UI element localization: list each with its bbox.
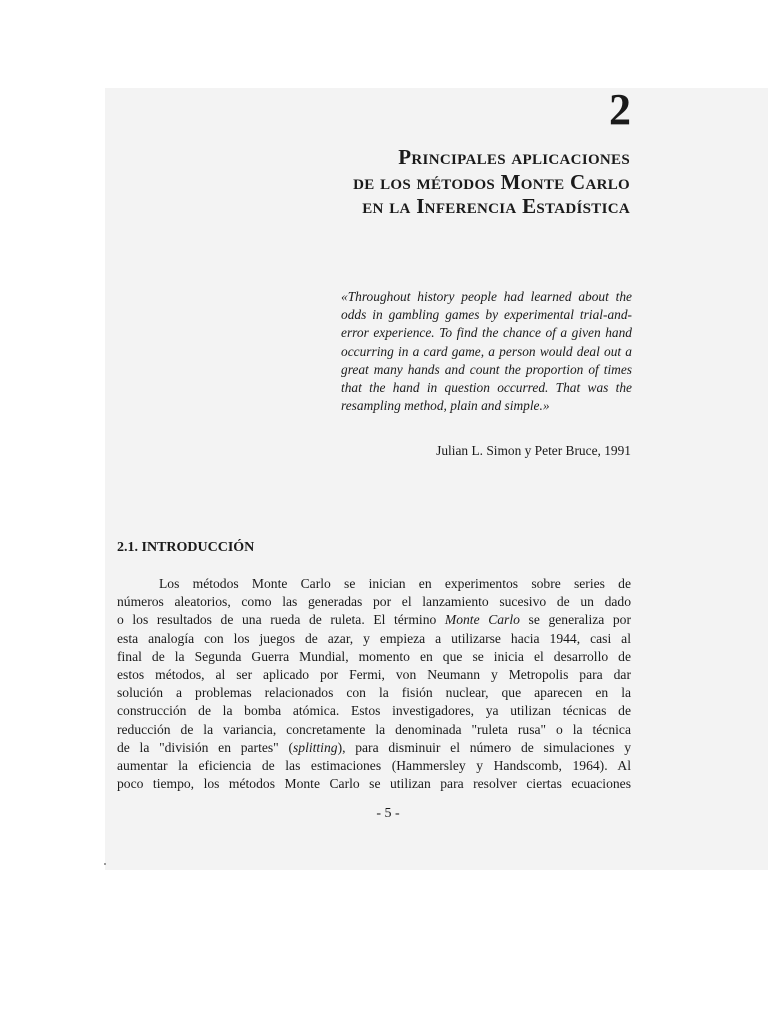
page-number: - 5 - <box>376 806 400 821</box>
body-line: reducción de la variancia, concretamente la denominada "ruleta rusa" o la técnica <box>117 721 631 737</box>
body-line: números aleatorios, como las generadas por el lanzamiento sucesivo de un dado <box>117 594 631 610</box>
body-line: aumentar la eficiencia de las estimaciones (Hammersley y Handscomb, 1964). Al <box>117 757 631 773</box>
chapter-title-line: Principales aplicaciones <box>398 145 630 169</box>
body-line: Los métodos Monte Carlo se inician en experimentos sobre series de <box>159 576 631 591</box>
body-line: esta analogía con los juegos de azar, y empieza a utilizarse hacia 1944, casi al <box>117 630 631 646</box>
body-line: final de la Segunda Guerra Mundial, momento en que se inicia el desarrollo de <box>117 648 631 664</box>
chapter-number: 2 <box>609 85 631 134</box>
body-line: o los resultados de una rueda de ruleta. El término Monte Carlo se generaliza por <box>117 612 631 628</box>
chapter-title-line: de los métodos Monte Carlo <box>353 169 630 194</box>
scan-speck <box>104 863 106 865</box>
body-line: de la "división en partes" (splitting), para disminuir el número de simulaciones y <box>117 739 631 755</box>
body-line: poco tiempo, los métodos Monte Carlo se utilizan para resolver ciertas ecuaciones <box>117 776 631 792</box>
section-heading: 2.1. INTRODUCCIÓN <box>117 540 255 555</box>
epigraph-author: Julian L. Simon y Peter Bruce, 1991 <box>436 443 631 458</box>
body-line: construcción de la bomba atómica. Estos investigadores, ya utilizan técnicas de <box>117 703 631 719</box>
epigraph-quote: «Throughout history people had learned about the odds in gambling games by experimental trial-and-error experience. To find the chance of a given hand occurring in a card game, a person would deal out a great many hands and count the proportion of times that the hand in question occurred. That was the resampling method, plain and simple.» <box>341 289 632 414</box>
body-line: estos métodos, al ser aplicado por Fermi, von Neumann y Metropolis para dar <box>117 666 631 682</box>
chapter-title-line: en la Inferencia Estadística <box>362 194 630 218</box>
body-line: solución a problemas relacionados con la fisión nuclear, que aparecen en la <box>117 685 631 701</box>
chapter-title <box>240 145 630 219</box>
body-paragraph <box>117 575 631 793</box>
